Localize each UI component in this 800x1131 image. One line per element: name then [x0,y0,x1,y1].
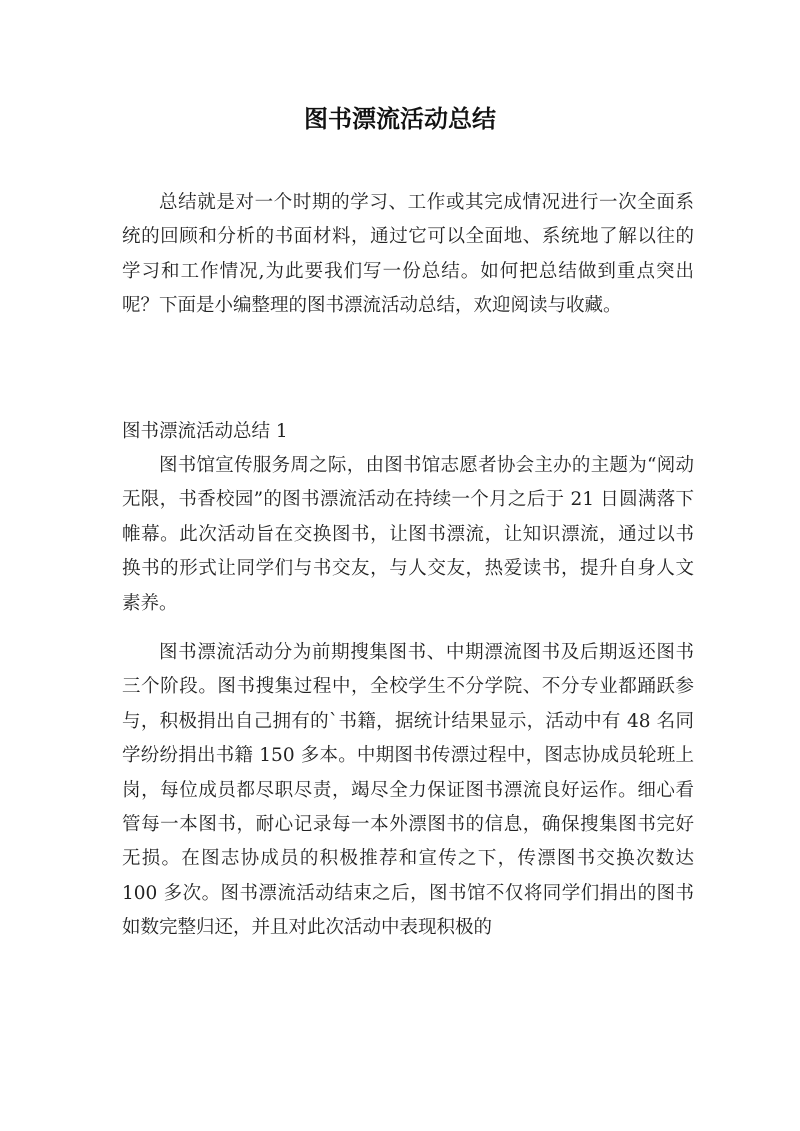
section-heading: 图书漂流活动总结 1 [122,421,288,442]
intro-paragraph: 总结就是对一个时期的学习、工作或其完成情况进行一次全面系统的回顾和分析的书面材料，通过它可以全面地、系统地了解以往的学习和工作情况,为此要我们写一份总结。如何把总结做到重点突出呢？下面是小编整理的图书漂流活动总结，欢迎阅读与收藏。 [122,192,694,317]
body-paragraph: 图书漂流活动分为前期搜集图书、中期漂流图书及后期返还图书三个阶段。图书搜集过程中，全校学生不分学院、不分专业都踊跃参与，积极捐出自己拥有的`书籍，据统计结果显示，活动中有 48 名同学纷纷捐出书籍 150 多本。中期图书传漂过程中，图志协成员轮班上岗，每位成员都尽职尽责，竭尽全力保证图书漂流良好运作。细心看管每一本图书，耐心记录每一本外漂图书的信息，确保搜集图书完好无损。在图志协成员的积极推荐和宣传之下，传漂图书交换次数达 100 多次。图书漂流活动结束之后，图书馆不仅将同学们捐出的图书如数完整归还，并且对此次活动中表现积极的 [122,642,694,939]
body-paragraph: 图书馆宣传服务周之际，由图书馆志愿者协会主办的主题为“阅动无限，书香校园”的图书漂流活动在持续一个月之后于 21 日圆满落下帷幕。此次活动旨在交换图书，让图书漂流，让知识漂流，通过以书换书的形式让同学们与书交友，与人交友，热爱读书，提升自身人文素养。 [122,455,694,614]
document-title: 图书漂流活动总结 [304,104,496,133]
